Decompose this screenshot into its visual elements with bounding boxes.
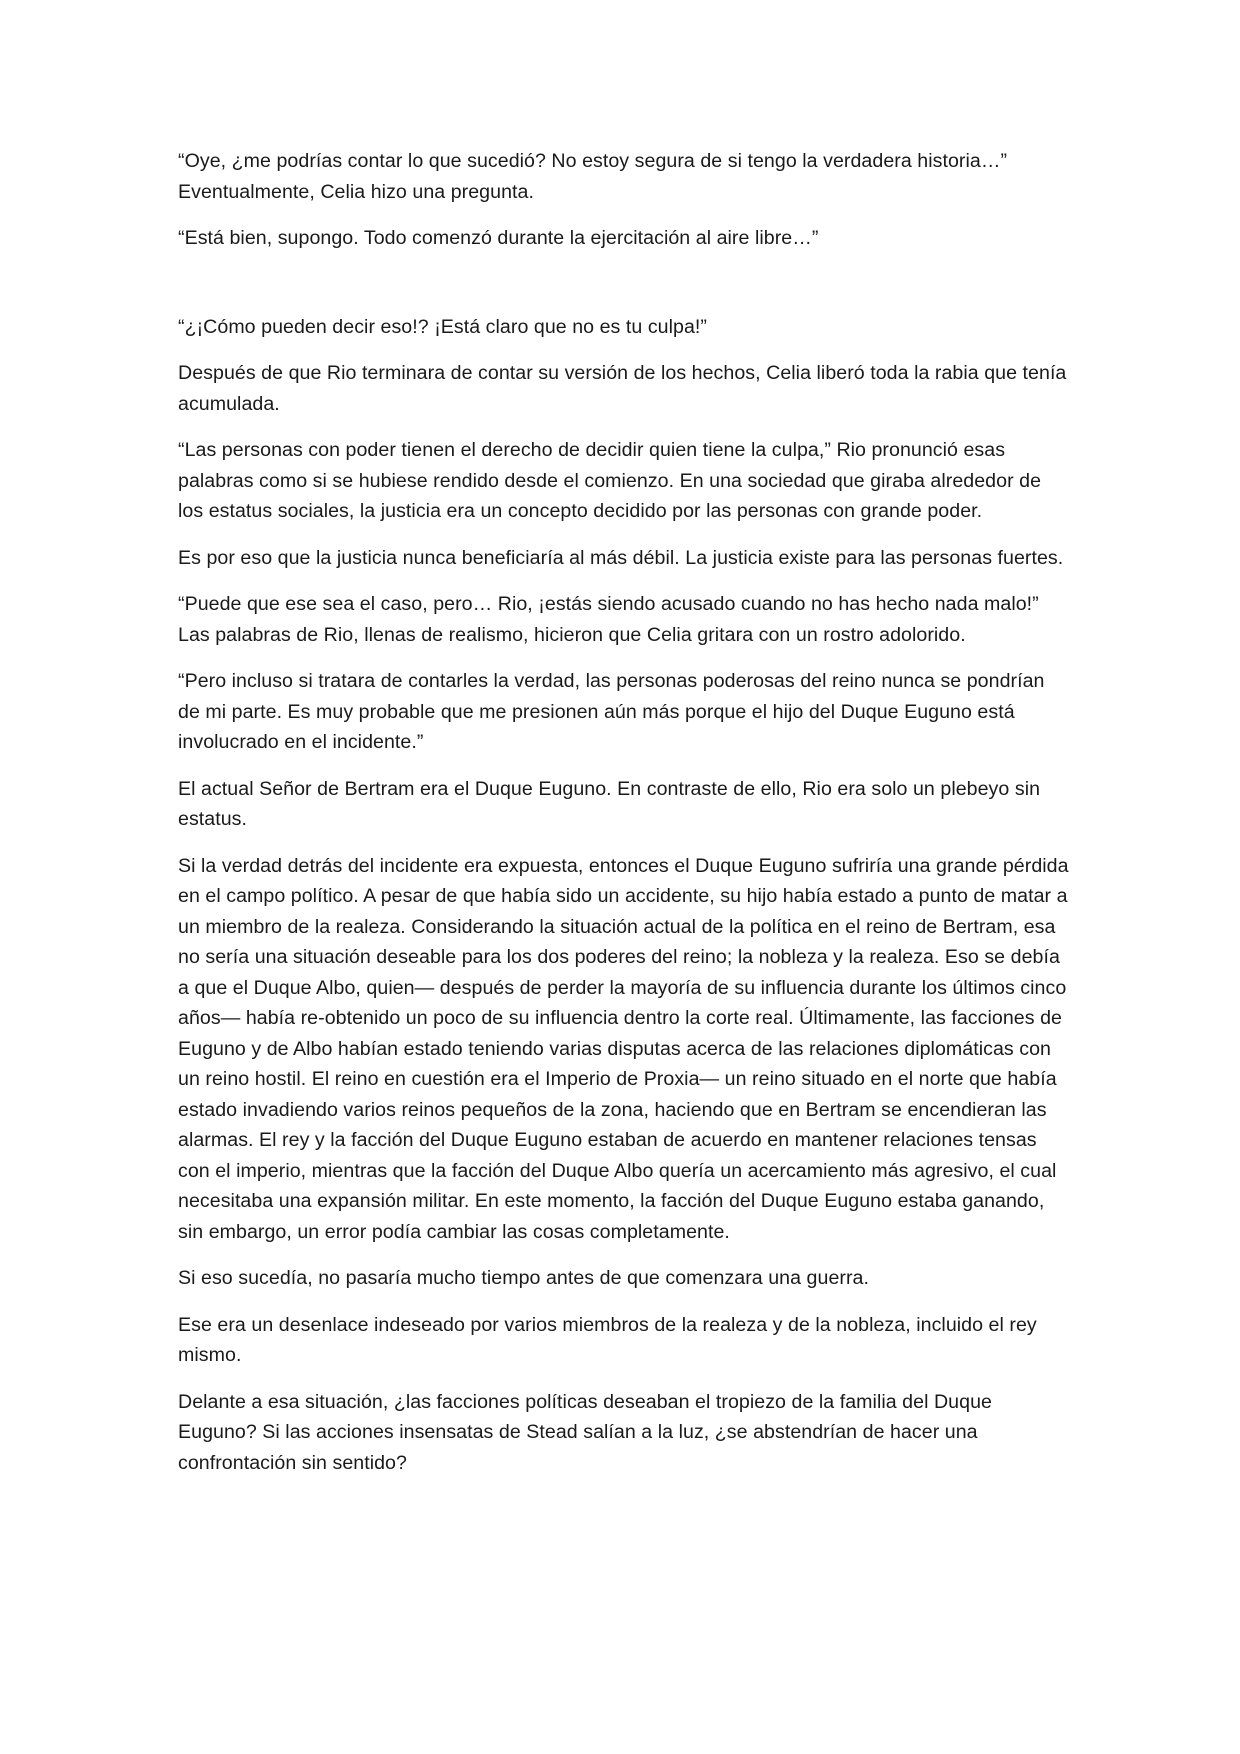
paragraph-11: Si eso sucedía, no pasaría mucho tiempo antes de que comenzara una guerra. (178, 1267, 869, 1289)
paragraph-8: “Pero incluso si tratara de contarles la verdad, las personas poderosas del reino nunca se pondrían de mi parte. Es muy probable que me presionen aún más porque el hijo del Duque Euguno está involucrado en el incidente.” (178, 670, 1045, 753)
paragraph-7: “Puede que ese sea el caso, pero… Rio, ¡estás siendo acusado cuando no has hecho nada malo!” Las palabras de Rio, llenas de realismo, hicieron que Celia gritara con un rostro adolorido. (178, 593, 1039, 646)
paragraph-3: “¿¡Cómo pueden decir eso!? ¡Está claro que no es tu culpa!” (178, 315, 707, 338)
paragraph-10: Si la verdad detrás del incidente era expuesta, entonces el Duque Euguno sufriría una grande pérdida en el campo político. A pesar de que había sido un accidente, su hijo había estado a punto de matar a un miembro de la realeza. Considerando la situación actual de la política en el reino de Bertram, esa no sería una situación deseable para los dos poderes del reino; la nobleza y la realeza. Eso se debía a que el Duque Albo, quien— después de perder la mayoría de su influencia durante los últimos cinco años— había re-obtenido un poco de su influencia dentro la corte real. Últimamente, las facciones de Euguno y de Albo habían estado teniendo varias disputas acerca de las relaciones diplomáticas con un reino hostil. El reino en cuestión era el Imperio de Proxia— un reino situado en el norte que había estado invadiendo varios reinos pequeños de la zona, haciendo que en Bertram se encendieran las alarmas. El rey y la facción del Duque Euguno estaban de acuerdo en mantener relaciones tensas con el imperio, mientras que la facción del Duque Albo quería un acercamiento más agresivo, el cual necesitaba una expansión militar. En este momento, la facción del Duque Euguno estaba ganando, sin embargo, un error podía cambiar las cosas completamente. (178, 854, 1069, 1243)
paragraph-13: Delante a esa situación, ¿las facciones políticas deseaban el tropiezo de la familia del Duque Euguno? Si las acciones insensatas de Stead salían a la luz, ¿se abstendrían de hacer una confrontación sin sentido? (178, 1390, 992, 1474)
paragraph-12: Ese era un desenlace indeseado por varios miembros de la realeza y de la nobleza, incluido el rey mismo. (178, 1313, 1037, 1366)
paragraph-9: El actual Señor de Bertram era el Duque Euguno. En contraste de ello, Rio era solo un plebeyo sin estatus. (178, 777, 1041, 830)
paragraph-4: Después de que Rio terminara de contar su versión de los hechos, Celia liberó toda la rabia que tenía acumulada. (178, 362, 1067, 415)
paragraph-5: “Las personas con poder tienen el derecho de decidir quien tiene la culpa,” Rio pronunció esas palabras como si se hubiese rendido desde el comienzo. En una sociedad que giraba alrededor de los estatus sociales, la justicia era un concepto decidido por las personas con grande poder. (178, 439, 1042, 522)
paragraph-2: “Está bien, supongo. Todo comenzó durante la ejercitación al aire libre…” (178, 227, 819, 249)
document-body (178, 146, 1070, 1494)
paragraph-6: Es por eso que la justicia nunca beneficiaría al más débil. La justicia existe para las personas fuertes. (178, 546, 1064, 569)
paragraph-1: “Oye, ¿me podrías contar lo que sucedió? No estoy segura de si tengo la verdadera historia…” Eventualmente, Celia hizo una pregunta. (178, 150, 1008, 203)
